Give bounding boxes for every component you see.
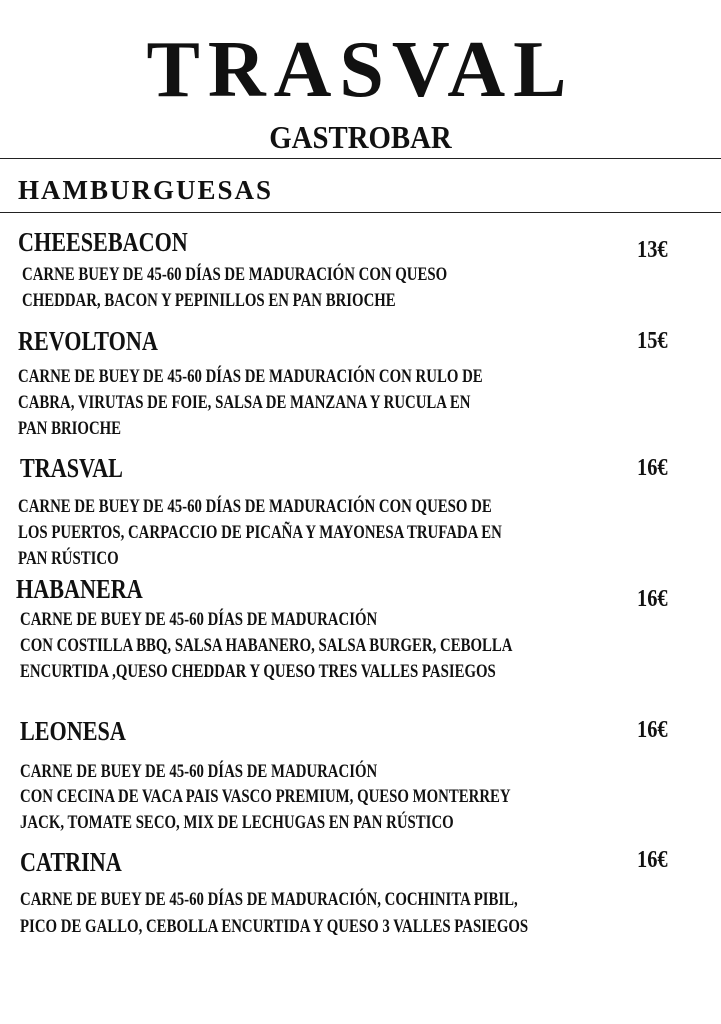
item-price: 16€	[637, 586, 668, 612]
restaurant-title: TRASVAL	[146, 26, 575, 114]
item-description-line: PAN BRIOCHE	[18, 418, 122, 439]
item-name: HABANERA	[16, 574, 143, 604]
item-description-line: CON CECINA DE VACA PAIS VASCO PREMIUM, QUESO MONTERREY	[20, 786, 511, 807]
item-name: CHEESEBACON	[18, 227, 188, 257]
item-name: CATRINA	[20, 847, 122, 877]
item-description-line: CABRA, VIRUTAS DE FOIE, SALSA DE MANZANA Y RUCULA EN	[18, 392, 471, 413]
item-description-line: CARNE DE BUEY DE 45-60 DÍAS DE MADURACIÓN CON QUESO DE	[18, 496, 492, 517]
item-description-line: CARNE DE BUEY DE 45-60 DÍAS DE MADURACIÓN	[20, 609, 378, 630]
item-description-line: PAN RÚSTICO	[18, 548, 119, 569]
item-price: 16€	[637, 847, 668, 873]
item-name: TRASVAL	[20, 453, 123, 483]
item-price: 16€	[637, 455, 668, 481]
item-description-line: CON COSTILLA BBQ, SALSA HABANERO, SALSA BURGER, CEBOLLA	[20, 635, 513, 656]
item-description-line: JACK, TOMATE SECO, MIX DE LECHUGAS EN PAN RÚSTICO	[20, 812, 454, 833]
restaurant-subtitle: GASTROBAR	[269, 119, 452, 155]
divider	[0, 212, 721, 213]
item-description-line: CARNE DE BUEY DE 45-60 DÍAS DE MADURACIÓN CON RULO DE	[18, 366, 483, 387]
item-price: 13€	[637, 237, 668, 263]
item-price: 15€	[637, 328, 668, 354]
item-description-line: CARNE BUEY DE 45-60 DÍAS DE MADURACIÓN CON QUESO	[22, 264, 448, 285]
item-description-line: PICO DE GALLO, CEBOLLA ENCURTIDA Y QUESO 3 VALLES PASIEGOS	[20, 916, 529, 937]
item-name: LEONESA	[20, 716, 126, 746]
item-description-line: LOS PUERTOS, CARPACCIO DE PICAÑA Y MAYONESA TRUFADA EN	[18, 522, 502, 543]
section-title: HAMBURGUESAS	[18, 175, 274, 205]
item-price: 16€	[637, 717, 668, 743]
item-name: REVOLTONA	[18, 326, 158, 356]
item-description-line: CARNE DE BUEY DE 45-60 DÍAS DE MADURACIÓN	[20, 761, 378, 782]
item-description-line: CHEDDAR, BACON Y PEPINILLOS EN PAN BRIOCHE	[22, 290, 396, 311]
item-description-line: ENCURTIDA ,QUESO CHEDDAR Y QUESO TRES VALLES PASIEGOS	[20, 661, 496, 682]
divider	[0, 158, 721, 159]
item-description-line: CARNE DE BUEY DE 45-60 DÍAS DE MADURACIÓN, COCHINITA PIBIL,	[20, 889, 518, 910]
